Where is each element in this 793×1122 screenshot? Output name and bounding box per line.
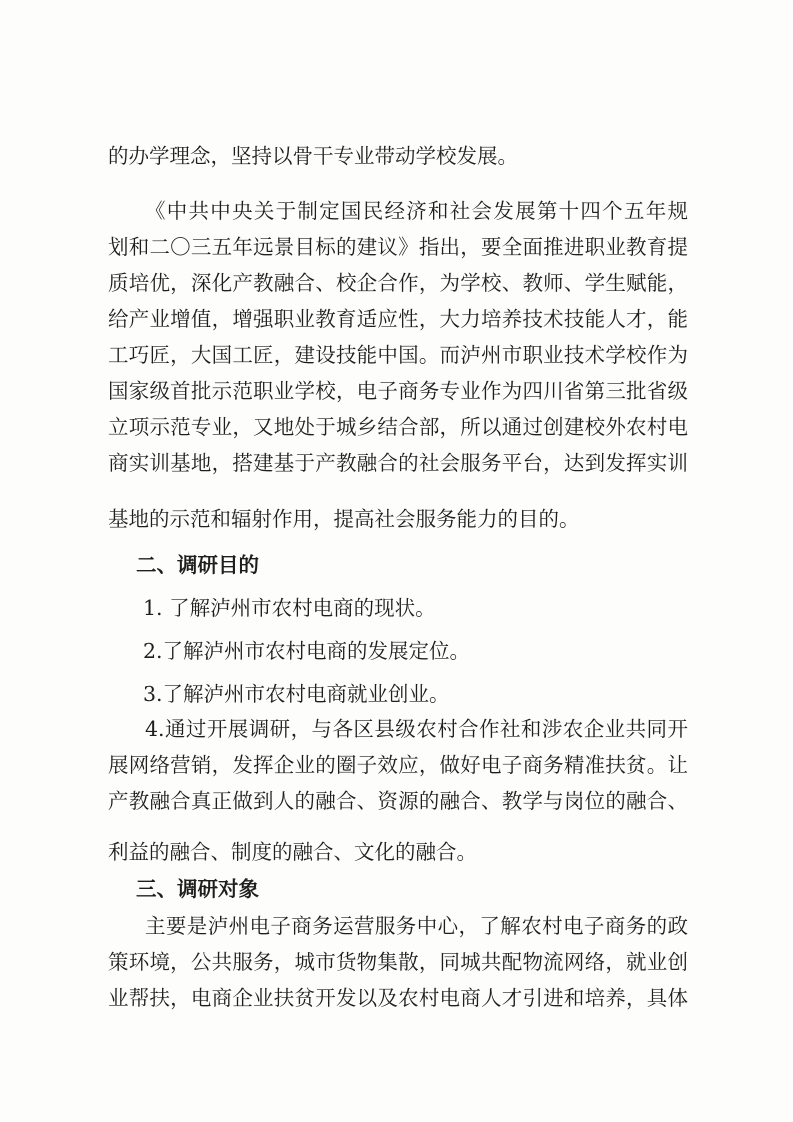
paragraph-line: 基地的示范和辐射作用，提高社会服务能力的目的。 xyxy=(108,507,580,531)
section-heading-subjects: 三、调研对象 xyxy=(136,877,259,901)
purpose-item: 3.了解泸州市农村电商就业创业。 xyxy=(143,682,450,706)
section-heading-purpose: 二、调研目的 xyxy=(136,553,259,577)
purpose-item: 4.通过开展调研，与各区县级农村合作社和涉农企业共同开 xyxy=(145,717,688,741)
paragraph-line: 给产业增值，增强职业教育适应性，大力培养技术技能人才，能 xyxy=(108,307,688,331)
paragraph-line: 立项示范专业，又地处于城乡结合部，所以通过创建校外农村电 xyxy=(108,415,688,439)
paragraph-line: 工巧匠，大国工匠，建设技能中国。而泸州市职业技术学校作为 xyxy=(108,343,688,367)
paragraph-line: 利益的融合、制度的融合、文化的融合。 xyxy=(108,840,477,864)
purpose-item: 2.了解泸州市农村电商的发展定位。 xyxy=(143,639,471,663)
paragraph-line: 商实训基地，搭建基于产教融合的社会服务平台，达到发挥实训 xyxy=(108,451,688,475)
purpose-item: 1. 了解泸州市农村电商的现状。 xyxy=(143,596,436,620)
paragraph-line: 展网络营销，发挥企业的圈子效应，做好电子商务精准扶贫。让 xyxy=(108,753,688,777)
paragraph-line: 划和二〇三五年远景目标的建议》指出，要全面推进职业教育提 xyxy=(108,235,688,259)
paragraph-line: 产教融合真正做到人的融合、资源的融合、教学与岗位的融合、 xyxy=(108,789,688,813)
continuation-line: 的办学理念，坚持以骨干专业带动学校发展。 xyxy=(108,144,518,168)
paragraph-line: 策环境，公共服务，城市货物集散，同城共配物流网络，就业创 xyxy=(108,950,688,974)
paragraph-line: 主要是泸州电子商务运营服务中心，了解农村电子商务的政 xyxy=(145,914,688,938)
paragraph-line: 业帮扶，电商企业扶贫开发以及农村电商人才引进和培养，具体 xyxy=(108,986,688,1010)
paragraph-line: 《中共中央关于制定国民经济和社会发展第十四个五年规 xyxy=(145,199,688,223)
paragraph-line: 质培优，深化产教融合、校企合作，为学校、教师、学生赋能， xyxy=(108,271,688,295)
paragraph-line: 国家级首批示范职业学校，电子商务专业作为四川省第三批省级 xyxy=(108,379,688,403)
